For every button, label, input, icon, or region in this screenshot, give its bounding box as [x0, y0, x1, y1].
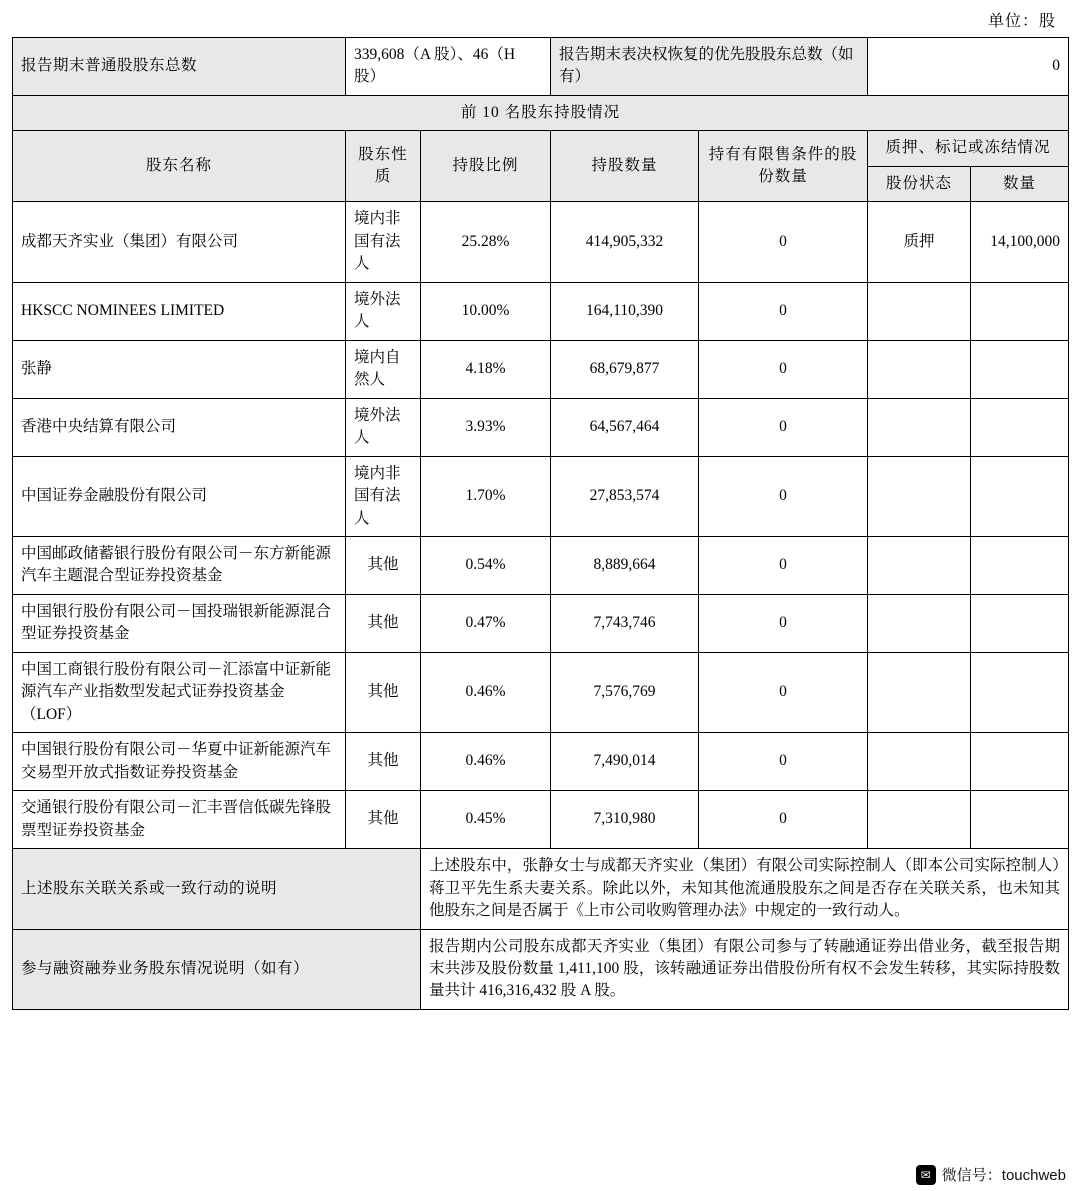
cell-ratio: 0.45%: [421, 791, 551, 849]
cell-pledge-status: [868, 733, 971, 791]
watermark-text: 微信号：touchweb: [941, 1167, 1066, 1184]
note-label-margin-trading: 参与融资融券业务股东情况说明（如有）: [13, 929, 421, 1009]
table-row: [13, 398, 1069, 456]
header-pledge-status: 股份状态: [868, 166, 971, 201]
cell-restricted: 0: [699, 594, 868, 652]
cell-ratio: 0.46%: [421, 652, 551, 732]
header-name: 股东名称: [13, 131, 346, 202]
cell-pledge-amount: [971, 282, 1069, 340]
table-row-summary: [13, 38, 1069, 96]
cell-pledge-status: [868, 791, 971, 849]
cell-nature: 其他: [346, 791, 421, 849]
cell-nature: 其他: [346, 652, 421, 732]
cell-nature: 境内自然人: [346, 340, 421, 398]
cell-ratio: 3.93%: [421, 398, 551, 456]
cell-ratio: 10.00%: [421, 282, 551, 340]
cell-quantity: 7,743,746: [551, 594, 699, 652]
cell-pledge-status: [868, 652, 971, 732]
cell-pledge-amount: 14,100,000: [971, 202, 1069, 282]
cell-nature: 境外法人: [346, 282, 421, 340]
cell-quantity: 68,679,877: [551, 340, 699, 398]
cell-ratio: 4.18%: [421, 340, 551, 398]
cell-ratio: 0.47%: [421, 594, 551, 652]
table-row: [13, 202, 1069, 282]
cell-name: 成都天齐实业（集团）有限公司: [13, 202, 346, 282]
cell-nature: 其他: [346, 594, 421, 652]
header-quantity: 持股数量: [551, 131, 699, 202]
table-row: [13, 594, 1069, 652]
note-label-relationship: 上述股东关联关系或一致行动的说明: [13, 849, 421, 929]
cell-quantity: 164,110,390: [551, 282, 699, 340]
preferred-restored-value: 0: [868, 38, 1069, 96]
cell-quantity: 7,576,769: [551, 652, 699, 732]
table-row-section-title: [13, 95, 1069, 130]
cell-ratio: 25.28%: [421, 202, 551, 282]
wechat-icon: ✉: [916, 1165, 936, 1185]
header-pledge-group: 质押、标记或冻结情况: [868, 131, 1069, 166]
cell-pledge-status: [868, 398, 971, 456]
cell-pledge-status: [868, 536, 971, 594]
table-row: [13, 456, 1069, 536]
cell-ratio: 0.46%: [421, 733, 551, 791]
table-row-note: [13, 849, 1069, 929]
table-row: [13, 282, 1069, 340]
cell-nature: 境外法人: [346, 398, 421, 456]
cell-restricted: 0: [699, 652, 868, 732]
header-ratio: 持股比例: [421, 131, 551, 202]
cell-nature: 境内非国有法人: [346, 202, 421, 282]
table-row: [13, 791, 1069, 849]
cell-pledge-amount: [971, 791, 1069, 849]
cell-pledge-amount: [971, 733, 1069, 791]
table-header-row-1: [13, 131, 1069, 166]
cell-pledge-amount: [971, 594, 1069, 652]
cell-pledge-status: [868, 282, 971, 340]
cell-quantity: 7,490,014: [551, 733, 699, 791]
cell-restricted: 0: [699, 456, 868, 536]
cell-name: 中国邮政储蓄银行股份有限公司－东方新能源汽车主题混合型证券投资基金: [13, 536, 346, 594]
cell-restricted: 0: [699, 398, 868, 456]
cell-name: HKSCC NOMINEES LIMITED: [13, 282, 346, 340]
cell-pledge-amount: [971, 340, 1069, 398]
cell-name: 中国银行股份有限公司－国投瑞银新能源混合型证券投资基金: [13, 594, 346, 652]
cell-nature: 境内非国有法人: [346, 456, 421, 536]
cell-nature: 其他: [346, 536, 421, 594]
shareholders-total-value: 339,608（A 股）、46（H 股）: [346, 38, 551, 96]
shareholders-table: [12, 37, 1069, 1010]
table-row: [13, 652, 1069, 732]
cell-restricted: 0: [699, 340, 868, 398]
cell-name: 香港中央结算有限公司: [13, 398, 346, 456]
unit-note: 单位：股: [987, 13, 1056, 30]
cell-pledge-amount: [971, 456, 1069, 536]
shareholders-total-label: 报告期末普通股股东总数: [13, 38, 346, 96]
table-row: [13, 733, 1069, 791]
table-row-note: [13, 929, 1069, 1009]
cell-restricted: 0: [699, 282, 868, 340]
cell-quantity: 8,889,664: [551, 536, 699, 594]
cell-name: 交通银行股份有限公司－汇丰晋信低碳先锋股票型证券投资基金: [13, 791, 346, 849]
cell-restricted: 0: [699, 536, 868, 594]
cell-quantity: 64,567,464: [551, 398, 699, 456]
note-body-margin-trading: 报告期内公司股东成都天齐实业（集团）有限公司参与了转融通证券出借业务，截至报告期末共涉及股份数量 1,411,100 股，该转融通证券出借股份所有权不会发生转移，其实际持股数量共计 416,316,432 股 A 股。: [421, 929, 1069, 1009]
cell-pledge-status: [868, 594, 971, 652]
cell-pledge-amount: [971, 536, 1069, 594]
cell-name: 中国银行股份有限公司－华夏中证新能源汽车交易型开放式指数证券投资基金: [13, 733, 346, 791]
note-body-relationship: 上述股东中，张静女士与成都天齐实业（集团）有限公司实际控制人（即本公司实际控制人）蒋卫平先生系夫妻关系。除此以外，未知其他流通股股东之间是否存在关联关系，也未知其他股东之间是否属于《上市公司收购管理办法》中规定的一致行动人。: [421, 849, 1069, 929]
cell-restricted: 0: [699, 791, 868, 849]
preferred-restored-label: 报告期末表决权恢复的优先股股东总数（如有）: [551, 38, 868, 96]
cell-restricted: 0: [699, 733, 868, 791]
table-row: [13, 536, 1069, 594]
cell-pledge-amount: [971, 652, 1069, 732]
cell-name: 中国证券金融股份有限公司: [13, 456, 346, 536]
watermark: [916, 1164, 1066, 1185]
cell-quantity: 414,905,332: [551, 202, 699, 282]
cell-quantity: 27,853,574: [551, 456, 699, 536]
section-title: 前 10 名股东持股情况: [13, 95, 1069, 130]
cell-ratio: 1.70%: [421, 456, 551, 536]
cell-name: 张静: [13, 340, 346, 398]
cell-pledge-amount: [971, 398, 1069, 456]
header-nature: 股东性质: [346, 131, 421, 202]
cell-ratio: 0.54%: [421, 536, 551, 594]
cell-restricted: 0: [699, 202, 868, 282]
cell-nature: 其他: [346, 733, 421, 791]
header-restricted: 持有有限售条件的股份数量: [699, 131, 868, 202]
cell-pledge-status: [868, 456, 971, 536]
header-pledge-amount: 数量: [971, 166, 1069, 201]
cell-pledge-status: 质押: [868, 202, 971, 282]
cell-name: 中国工商银行股份有限公司－汇添富中证新能源汽车产业指数型发起式证券投资基金（LOF）: [13, 652, 346, 732]
cell-pledge-status: [868, 340, 971, 398]
cell-quantity: 7,310,980: [551, 791, 699, 849]
table-row: [13, 340, 1069, 398]
